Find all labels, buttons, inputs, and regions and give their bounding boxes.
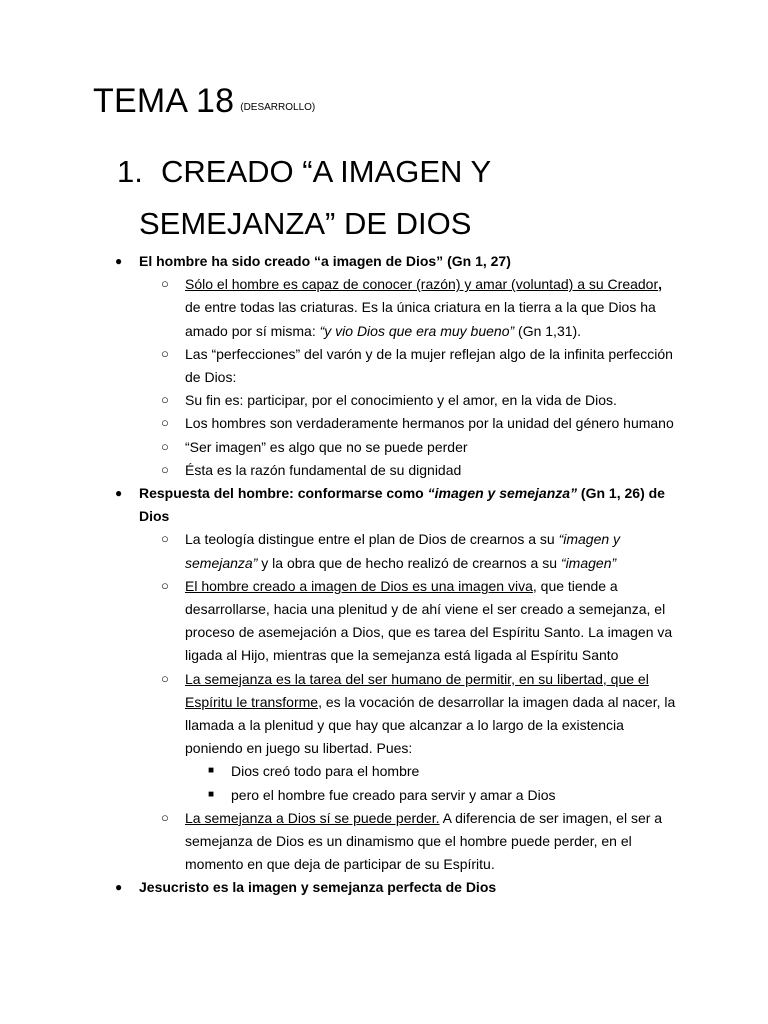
italic-text: “imagen” xyxy=(560,554,617,571)
list-item-level2 xyxy=(0,389,768,412)
list-item-level2 xyxy=(0,273,768,343)
underlined-text: La semejanza es la tarea del ser humano de permitir, en su libertad, que el Espíritu le transforme xyxy=(185,670,649,710)
list-item-level1 xyxy=(0,250,768,273)
section-heading-line1: CREADO “A IMAGEN Y xyxy=(161,154,492,189)
item-text: “Ser imagen” es algo que no se puede perder xyxy=(185,438,468,455)
list-item-level2 xyxy=(0,807,768,877)
outline-list xyxy=(0,250,768,900)
comma-text: , xyxy=(658,276,663,293)
list-item-level3 xyxy=(0,784,768,807)
bullet-circle-icon: ○ xyxy=(161,531,169,547)
item-text: , que tiende a desarrollarse, hacia una plenitud y de ahí viene el ser creado a semejanza, el proceso de asemejación a Dios, que es tarea del Espíritu Santo. La imagen va ligada al Hijo, mientras que la semejanza está ligada al Espíritu Santo xyxy=(185,577,673,664)
bullet-disc-icon: ● xyxy=(115,880,123,895)
item-text: Ésta es la razón fundamental de su dignidad xyxy=(185,461,462,478)
underlined-text: Sólo el hombre es capaz de conocer (razón) y amar (voluntad) a su Creador xyxy=(185,276,659,293)
document-title xyxy=(93,84,315,118)
bullet-disc-icon: ● xyxy=(115,486,123,501)
section-number: 1. xyxy=(117,154,143,189)
item-text: Dios creó todo para el hombre xyxy=(231,763,420,780)
italic-text: “imagen y semejanza” xyxy=(185,531,621,571)
item-text: , es la vocación de desarrollar la imagen dada al nacer, la llamada a la plenitud y que hay que alcanzar a lo largo de la existencia poniendo en juego su libertad. Pues: xyxy=(185,693,676,757)
bullet-square-icon: ■ xyxy=(208,788,215,800)
item-text: Las “perfecciones” del varón y de la mujer reflejan algo de la infinita perfección de Dios: xyxy=(185,345,673,386)
item-text: A diferencia de ser imagen, el ser a semejanza de Dios es un dinamismo que el hombre puede perder, en el momento en que deja de participar de su Espíritu. xyxy=(185,809,663,873)
quote-text: “y vio Dios que era muy bueno” xyxy=(319,322,515,339)
section2-heading-end: (Gn 1, 26) de Dios xyxy=(139,485,665,525)
bullet-disc-icon: ● xyxy=(115,254,123,268)
bullet-circle-icon: ○ xyxy=(161,670,169,686)
section3-heading: Jesucristo es la imagen y semejanza perfecta de Dios xyxy=(139,879,497,896)
section1-heading: El hombre ha sido creado “a imagen de Dios” (Gn 1, 27) xyxy=(139,253,511,269)
list-item-level2 xyxy=(0,668,768,761)
bullet-circle-icon: ○ xyxy=(161,809,169,825)
bullet-circle-icon: ○ xyxy=(161,392,169,408)
item-text: pero el hombre fue creado para servir y amar a Dios xyxy=(231,786,556,803)
title-subtitle: (DESARROLLO) xyxy=(240,102,316,113)
underlined-text: La semejanza a Dios sí se puede perder. xyxy=(185,809,440,826)
bullet-circle-icon: ○ xyxy=(161,577,169,593)
bullet-circle-icon: ○ xyxy=(161,276,169,292)
section2-heading-italic: “imagen y semejanza” xyxy=(427,485,578,502)
title-main: TEMA 18 xyxy=(93,82,235,120)
list-item-level2 xyxy=(0,575,768,668)
bullet-circle-icon: ○ xyxy=(161,345,169,361)
section-heading-line2: SEMEJANZA” DE DIOS xyxy=(139,206,472,241)
section-heading xyxy=(117,146,737,250)
bullet-circle-icon: ○ xyxy=(161,438,169,454)
section2-heading-start: Respuesta del hombre: conformarse como xyxy=(139,485,428,502)
list-item-level1 xyxy=(0,482,768,528)
item-text: La teología distingue entre el plan de Dios de crearnos a su xyxy=(185,531,559,548)
bullet-square-icon: ■ xyxy=(208,765,215,777)
item-text: de entre todas las criaturas. Es la única criatura en la tierra a la que Dios ha amado por sí misma: xyxy=(185,299,656,339)
bullet-circle-icon: ○ xyxy=(161,461,169,477)
item-text: y la obra que de hecho realizó de crearnos a su xyxy=(257,554,561,571)
list-item-level2 xyxy=(0,436,768,459)
item-text: Su fin es: participar, por el conocimiento y el amor, en la vida de Dios. xyxy=(185,392,617,409)
list-item-level2 xyxy=(0,343,768,389)
list-item-level1 xyxy=(0,876,768,899)
list-item-level2 xyxy=(0,528,768,574)
list-item-level2 xyxy=(0,459,768,482)
underlined-text: El hombre creado a imagen de Dios es una imagen viva xyxy=(185,577,533,594)
list-item-level3 xyxy=(0,760,768,783)
bullet-circle-icon: ○ xyxy=(161,415,169,431)
reference-text: (Gn 1,31). xyxy=(514,322,582,339)
list-item-level2 xyxy=(0,412,768,435)
item-text: Los hombres son verdaderamente hermanos por la unidad del género humano xyxy=(185,415,674,432)
